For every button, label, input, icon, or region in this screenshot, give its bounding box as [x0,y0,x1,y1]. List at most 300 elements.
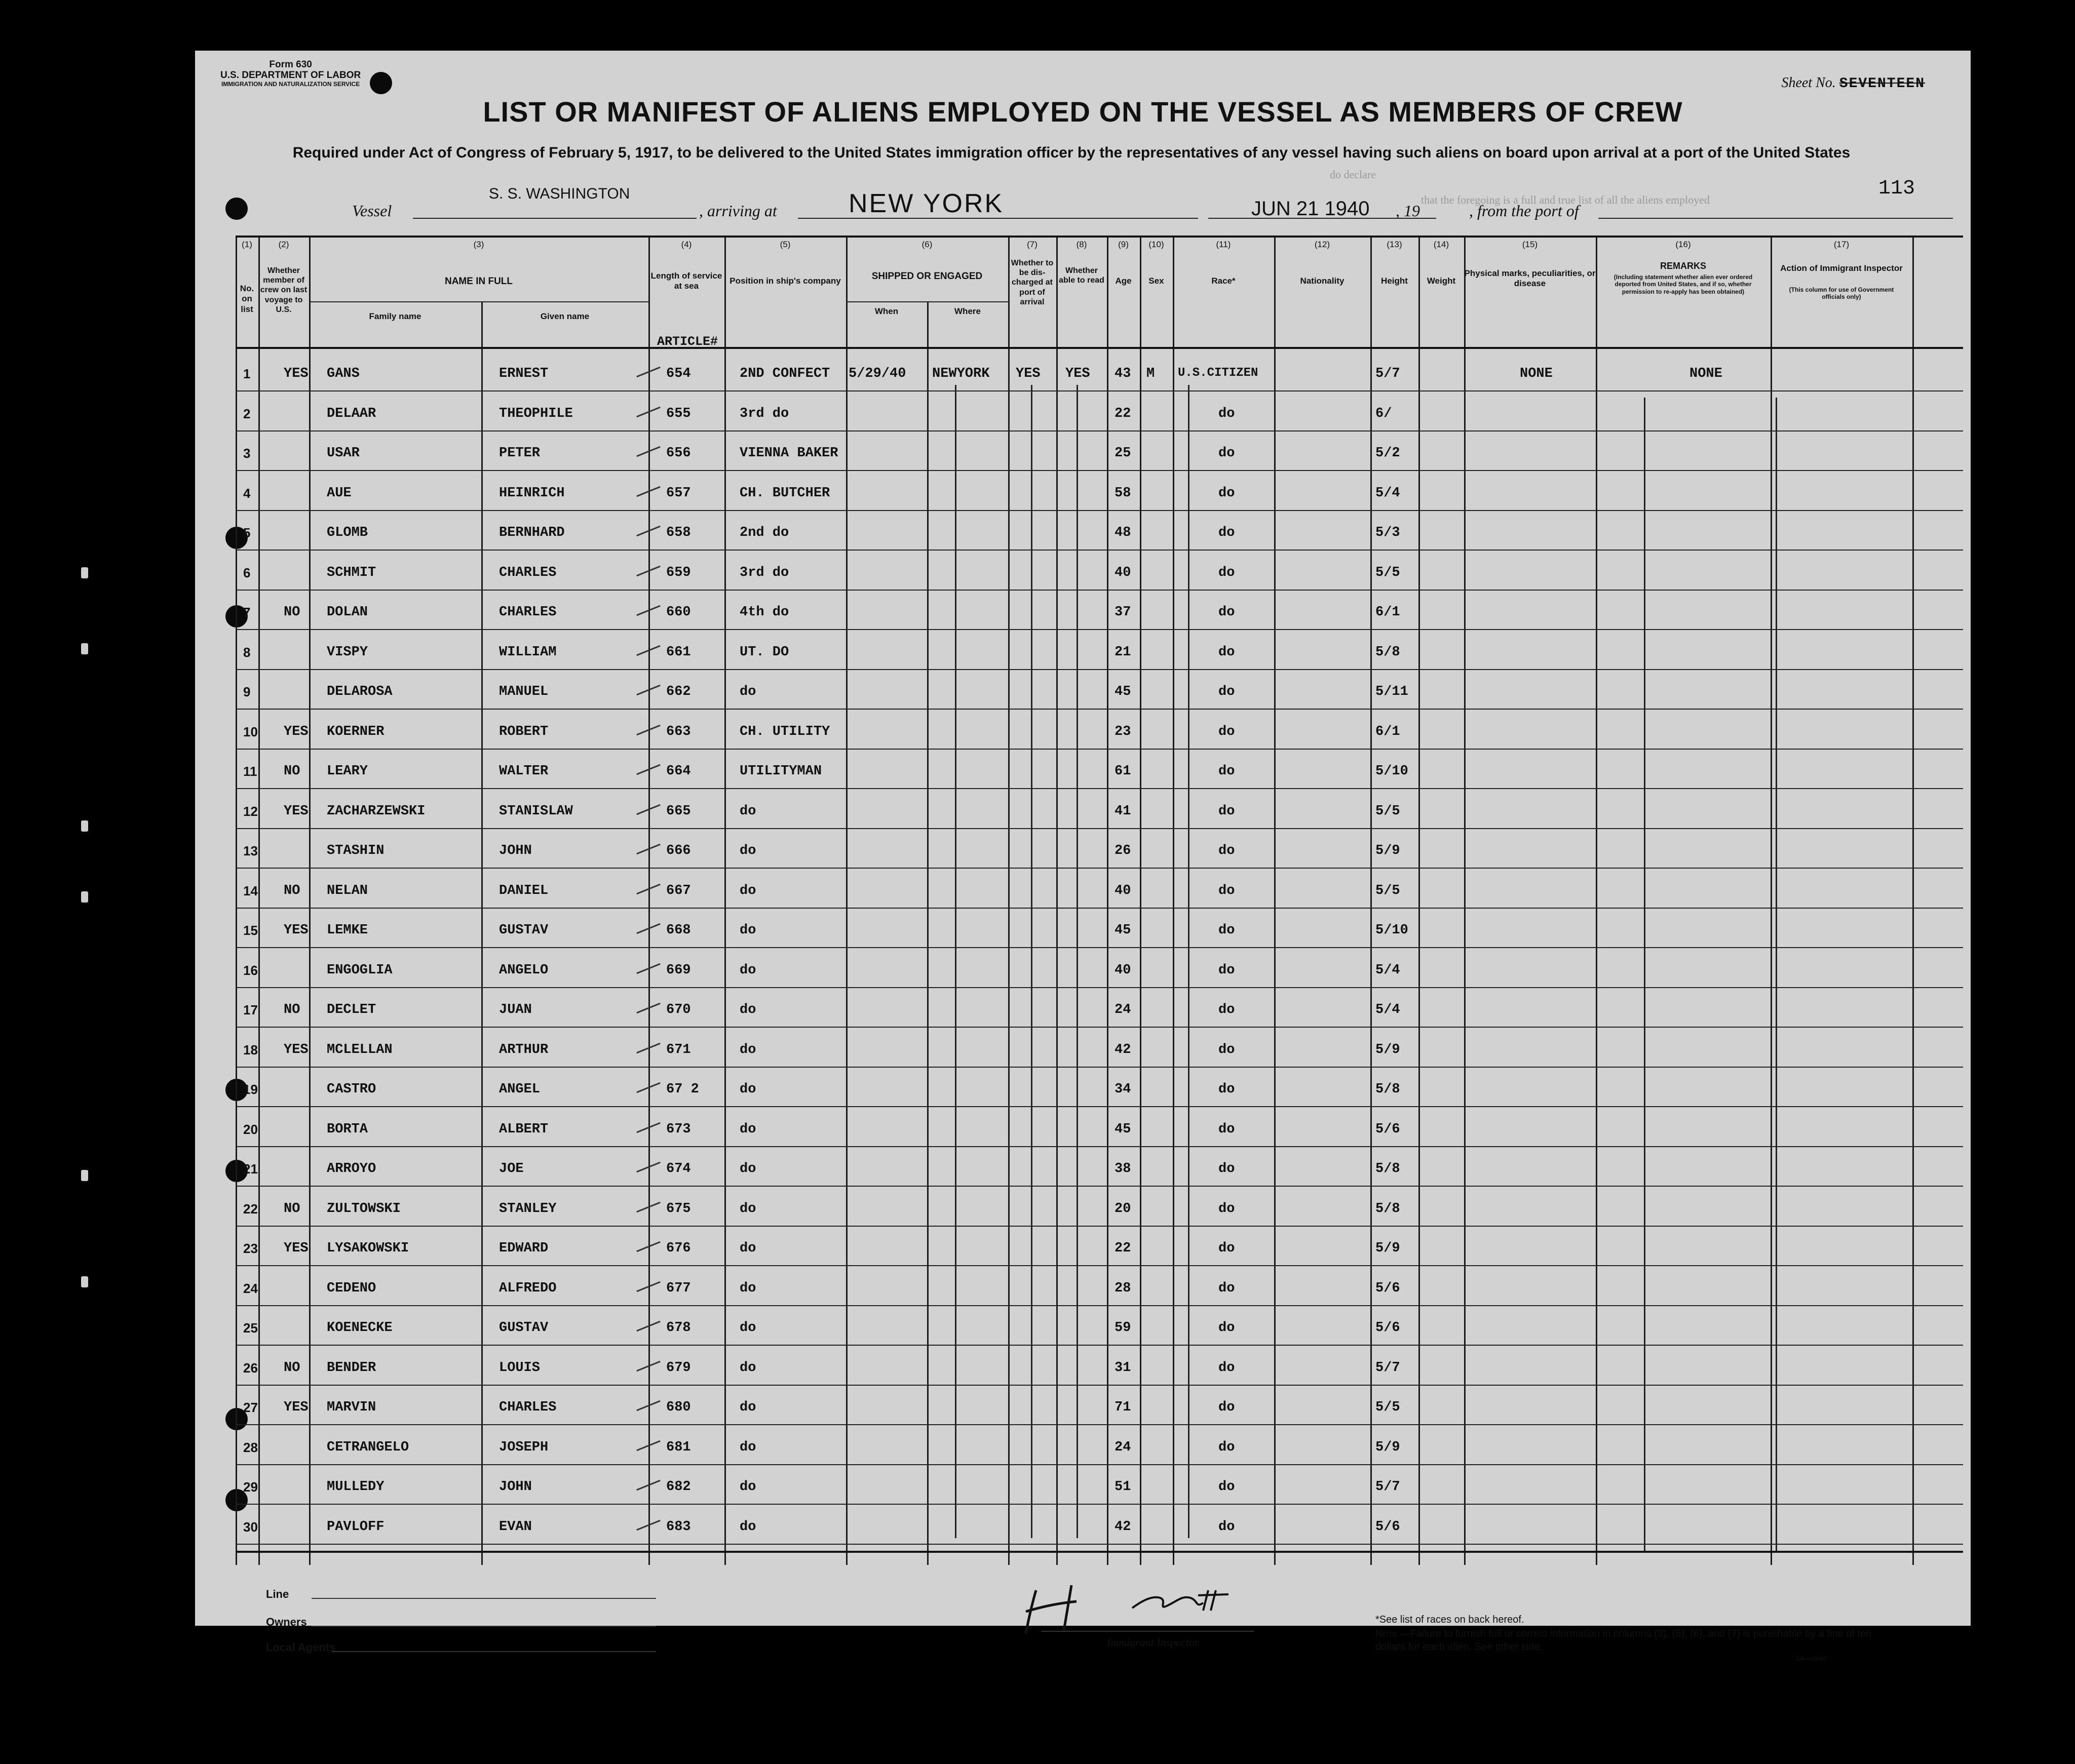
ditto-line [1188,385,1189,1538]
row-age: 25 [1115,446,1131,461]
arriving-value: NEW YORK [849,189,1004,218]
row-no: 8 [243,644,251,660]
row-no: 28 [243,1439,258,1455]
row-height: 5/9 [1375,1241,1400,1256]
row-age: 41 [1115,803,1131,819]
col-num: (17) [1833,240,1850,249]
row-service: 678 [666,1320,691,1336]
row-no: 1 [243,366,251,381]
binder-slot [81,643,88,654]
row-no: 30 [243,1519,258,1535]
row-where: NEWYORK [932,366,990,381]
table-bottom-rule [236,1551,1963,1553]
row-crew: YES [284,1241,309,1256]
row-age: 20 [1115,1201,1131,1217]
row-height: 6/1 [1375,605,1400,620]
row-given: ANGEL [499,1082,541,1097]
row-service: 680 [666,1400,691,1415]
row-age: 24 [1115,1002,1131,1017]
row-height: 5/5 [1375,565,1400,580]
row-family: LEMKE [327,923,368,938]
header-race: Race* [1211,276,1236,286]
row-height: 5/8 [1375,1082,1400,1097]
row-rule [236,669,1963,670]
row-height: 5/5 [1375,803,1400,819]
header-height: Height [1381,276,1408,286]
row-rule [236,1544,1963,1545]
column-rule [258,236,260,1565]
row-height: 5/6 [1375,1320,1400,1336]
header-shipped-where: Where [954,306,981,316]
row-age: 42 [1115,1519,1131,1535]
row-position: do [740,1439,756,1455]
inspector-label: Immigrant Inspector. [1107,1636,1201,1649]
race-note: *See list of races on back hereof. [1375,1614,1524,1625]
column-rule [309,236,311,1565]
row-height: 5/11 [1375,684,1408,699]
row-service: 682 [666,1479,691,1495]
row-crew: YES [284,724,309,739]
row-rule [236,828,1963,829]
row-position: do [740,684,756,699]
row-age: 38 [1115,1161,1131,1177]
row-given: ARTHUR [499,1042,549,1057]
row-height: 5/6 [1375,1121,1400,1137]
row-crew: NO [284,1002,300,1017]
row-position: do [740,1360,756,1376]
ditto-line [1644,398,1645,1551]
row-no: 29 [243,1479,258,1495]
row-age: 45 [1115,1121,1131,1137]
column-rule [1107,236,1108,1565]
fine-note [1375,1627,1882,1654]
row-given: STANLEY [499,1201,557,1217]
row-family: ZACHARZEWSKI [327,803,426,819]
row-race: U.S.CITIZEN [1178,366,1258,380]
row-family: ARROYO [327,1161,376,1177]
row-no: 16 [243,962,258,978]
row-family: BORTA [327,1121,368,1137]
date-suffix: , 19 [1396,202,1420,220]
row-marks: NONE [1520,366,1553,381]
row-height: 5/4 [1375,962,1400,978]
row-height: 5/9 [1375,1042,1400,1057]
row-rule [236,1305,1963,1306]
from-port-underline [1598,218,1953,219]
row-family: CEDENO [327,1280,376,1296]
row-service: 655 [666,406,691,421]
row-height: 5/10 [1375,764,1408,779]
row-race: do [1218,684,1235,699]
row-age: 48 [1115,525,1131,540]
row-rule [236,1106,1963,1107]
row-race: do [1218,764,1235,779]
header-physical-marks: Physical marks, peculiarities, or disease [1464,268,1596,289]
row-crew: YES [284,1400,309,1415]
row-no: 2 [243,406,251,421]
column-rule [1370,236,1372,1565]
row-no: 10 [243,724,258,739]
row-rule [236,1424,1963,1425]
row-service: 660 [666,605,691,620]
col-num: (8) [1076,240,1087,249]
row-given: EVAN [499,1519,532,1535]
col-num: (11) [1216,240,1231,249]
header-family-name: Family name [369,311,421,321]
row-race: do [1218,1082,1235,1097]
row-crew: YES [284,366,309,381]
row-rule [236,1265,1963,1266]
row-given: ALBERT [499,1121,549,1137]
row-service: 664 [666,764,691,779]
column-rule [846,236,848,1565]
column-rule [1464,236,1466,1565]
row-service: 67 2 [666,1082,699,1097]
col-num: (16) [1675,240,1691,249]
arriving-label: , arriving at [699,202,777,220]
row-given: EDWARD [499,1241,549,1256]
local-agents-label: Local Agents [266,1641,336,1654]
row-family: AUE [327,485,352,501]
row-height: 5/3 [1375,525,1400,540]
row-rule [236,1504,1963,1505]
row-height: 5/6 [1375,1280,1400,1296]
note-label: Note. [1375,1628,1400,1639]
row-service: 666 [666,843,691,858]
row-race: do [1218,644,1235,660]
row-family: STASHIN [327,843,385,858]
col-num: (10) [1148,240,1164,249]
row-no: 11 [243,764,257,779]
row-age: 24 [1115,1439,1131,1455]
row-position: do [740,1042,756,1057]
col-num: (13) [1387,240,1402,249]
line-underline [312,1598,656,1599]
from-port-label: , from the port of [1469,202,1579,220]
row-crew: YES [284,923,309,938]
row-position: CH. UTILITY [740,724,830,739]
row-race: do [1218,1479,1235,1495]
column-rule [1008,236,1010,1565]
row-rule [236,590,1963,591]
row-race: do [1218,1002,1235,1017]
row-height: 6/1 [1375,724,1400,739]
row-service: 675 [666,1201,691,1217]
row-family: GANS [327,366,360,381]
row-family: BENDER [327,1360,376,1376]
col-num: (5) [780,240,791,249]
row-crew: NO [284,605,300,620]
row-rule [236,390,1963,391]
row-height: 5/8 [1375,1201,1400,1217]
row-height: 5/9 [1375,1439,1400,1455]
row-position: UT. DO [740,644,789,660]
row-height: 5/8 [1375,644,1400,660]
row-no: 18 [243,1042,258,1057]
row-age: 40 [1115,565,1131,580]
col-num: (9) [1118,240,1129,249]
row-service: 669 [666,962,691,978]
row-given: STANISLAW [499,803,573,819]
col-num: (6) [921,240,933,249]
row-family: DELAAR [327,406,376,421]
column-rule [1056,236,1058,1565]
row-family: GLOMB [327,525,368,540]
row-position: do [740,1519,756,1535]
row-service: 679 [666,1360,691,1376]
row-height: 6/ [1375,406,1392,421]
row-no: 5 [243,525,251,540]
row-service: 665 [666,803,691,819]
binder-slot [81,1170,88,1181]
column-rule [1173,236,1174,1565]
row-no: 3 [243,446,251,461]
header-length-of-service: Length of service at sea [650,271,722,291]
row-no: 14 [243,883,258,898]
row-height: 5/7 [1375,366,1400,381]
row-given: LOUIS [499,1360,541,1376]
row-age: 26 [1115,843,1131,858]
row-no: 13 [243,843,258,858]
header-list-number: No. on list [240,284,254,314]
service-name: IMMIGRATION AND NATURALIZATION SERVICE [221,80,360,88]
row-crew: NO [284,883,300,898]
row-no: 25 [243,1320,258,1336]
row-family: MCLELLAN [327,1042,393,1057]
header-nationality: Nationality [1300,276,1344,286]
column-rule [927,301,929,1565]
row-position: do [740,1479,756,1495]
row-given: JOE [499,1161,524,1177]
row-race: do [1218,1121,1235,1137]
col-num: (15) [1522,240,1538,249]
row-crew: NO [284,1201,300,1217]
row-given: BERNHARD [499,525,565,540]
ghost-text: that the foregoing is a full and true list of all the aliens employed [1421,193,1710,206]
column-rule [1771,236,1772,1565]
owners-underline [312,1626,656,1627]
sheet-value: SEVENTEEN [1839,76,1925,92]
manifest-sheet [195,51,1971,1662]
subheader-rule [846,301,1008,302]
row-position: do [740,1082,756,1097]
row-position: do [740,1320,756,1336]
row-position: do [740,1002,756,1017]
row-service: 671 [666,1042,691,1057]
row-age: 28 [1115,1280,1131,1296]
row-given: HEINRICH [499,485,565,501]
row-when: 5/29/40 [849,366,906,381]
row-position: do [740,1121,756,1137]
row-race: do [1218,923,1235,938]
col-num: (4) [681,240,692,249]
row-discharged: YES [1016,366,1041,381]
row-race: do [1218,1519,1235,1535]
row-rule [236,1464,1963,1465]
row-family: KOENECKE [327,1320,393,1336]
row-height: 5/10 [1375,923,1408,938]
row-given: ROBERT [499,724,549,739]
row-age: 58 [1115,485,1131,501]
row-family: KOERNER [327,724,385,739]
row-position: 3rd do [740,565,789,580]
header-remarks: REMARKS [1660,261,1706,271]
vessel-line [352,202,392,220]
vessel-underline [413,218,697,219]
column-rule [1274,236,1276,1565]
row-crew: NO [284,1360,300,1376]
row-no: 27 [243,1400,258,1415]
line-label: Line [266,1588,289,1600]
row-rule [236,550,1963,551]
row-race: do [1218,525,1235,540]
row-service: 683 [666,1519,691,1535]
row-given: CHARLES [499,565,557,580]
row-position: 2ND CONFECT [740,366,830,381]
header-bottom-rule [236,347,1963,349]
vessel-value: S. S. WASHINGTON [489,185,630,202]
row-service: 673 [666,1121,691,1137]
header-able-to-read: Whether able to read [1059,266,1104,285]
row-height: 5/2 [1375,446,1400,461]
row-given: WALTER [499,764,549,779]
row-race: do [1218,446,1235,461]
row-race: do [1218,605,1235,620]
col-num: (3) [473,240,484,249]
agents-underline [332,1651,656,1652]
row-read: YES [1065,366,1090,381]
row-rule [236,788,1963,789]
row-position: do [740,1201,756,1217]
row-family: MULLEDY [327,1479,385,1495]
header-weight: Weight [1427,276,1456,286]
row-race: do [1218,1360,1235,1376]
header-shipped-when: When [874,306,899,316]
punch-hole [225,198,248,220]
row-family: NELAN [327,883,368,898]
row-height: 5/7 [1375,1360,1400,1376]
row-height: 5/9 [1375,843,1400,858]
row-no: 22 [243,1201,258,1217]
row-height: 5/8 [1375,1161,1400,1177]
row-position: do [740,883,756,898]
row-age: 42 [1115,1042,1131,1057]
row-position: CH. BUTCHER [740,485,830,501]
row-service: 663 [666,724,691,739]
row-rule [236,470,1963,471]
row-rule [236,1146,1963,1147]
binder-slot [81,567,88,578]
row-family: LYSAKOWSKI [327,1241,409,1256]
row-given: GUSTAV [499,923,549,938]
crew-table [236,236,1963,1565]
row-rule [236,987,1963,988]
header-sex: Sex [1148,276,1164,286]
ditto-line [1077,385,1078,1538]
row-crew: NO [284,764,300,779]
row-race: do [1218,724,1235,739]
row-race: do [1218,1320,1235,1336]
article-stamp: ARTICLE# [657,334,718,349]
header-remarks-note: (Including statement whether alien ever ordered deported from United States, and if so, whether permission to re-apply has been obtained) [1613,273,1753,295]
row-race: do [1218,1042,1235,1057]
ditto-line [1776,398,1777,1551]
row-age: 22 [1115,406,1131,421]
row-crew: YES [284,1042,309,1057]
row-given: CHARLES [499,605,557,620]
row-position: 2nd do [740,525,789,540]
row-race: do [1218,1280,1235,1296]
sheet-label: Sheet No. [1781,75,1836,91]
row-rule [236,1027,1963,1028]
row-race: do [1218,565,1235,580]
row-given: MANUEL [499,684,549,699]
header-position: Position in ship's company [729,276,841,286]
row-race: do [1218,1400,1235,1415]
row-no: 12 [243,803,258,819]
row-age: 22 [1115,1241,1131,1256]
row-position: do [740,962,756,978]
row-age: 37 [1115,605,1131,620]
row-no: 6 [243,565,251,580]
form-identity [220,60,361,88]
row-position: do [740,1280,756,1296]
row-height: 5/5 [1375,1400,1400,1415]
punch-hole [370,72,392,94]
row-service: 674 [666,1161,691,1177]
page-number: 113 [1878,177,1915,200]
row-family: MARVIN [327,1400,376,1415]
row-rule [236,709,1963,710]
form-subtitle: Required under Act of Congress of February 5, 1917, to be delivered to the United States immigration officer by the representatives of any vessel having such aliens on board upon arrival at a port of the United States [292,144,1851,161]
binder-slot [81,820,88,832]
column-rule [1596,236,1597,1565]
row-service: 668 [666,923,691,938]
row-age: 31 [1115,1360,1131,1376]
row-service: 677 [666,1280,691,1296]
ghost-text: do declare [1330,168,1376,181]
row-height: 5/4 [1375,485,1400,501]
row-no: 9 [243,684,251,699]
col-num: (14) [1433,240,1449,249]
row-service: 659 [666,565,691,580]
header-inspector-action: Action of Immigrant Inspector [1780,263,1903,273]
column-rule [1140,236,1141,1565]
row-position: 3rd do [740,406,789,421]
row-family: DELAROSA [327,684,393,699]
department-name: U.S. DEPARTMENT OF LABOR [220,69,361,81]
header-name-in-full: NAME IN FULL [444,276,513,287]
row-family: DOLAN [327,605,368,620]
column-rule [236,236,237,1565]
row-rule [236,1226,1963,1227]
row-family: ENGOGLIA [327,962,393,978]
form-number: Form 630 [269,59,312,70]
row-family: DECLET [327,1002,376,1017]
row-no: 15 [243,923,258,938]
row-rule [236,1186,1963,1187]
row-service: 662 [666,684,691,699]
vessel-label: Vessel [352,202,392,220]
row-given: PETER [499,446,541,461]
row-given: JUAN [499,1002,532,1017]
row-service: 667 [666,883,691,898]
row-race: do [1218,485,1235,501]
row-service: 676 [666,1241,691,1256]
row-position: do [740,1161,756,1177]
row-family: VISPY [327,644,368,660]
row-rule [236,908,1963,909]
